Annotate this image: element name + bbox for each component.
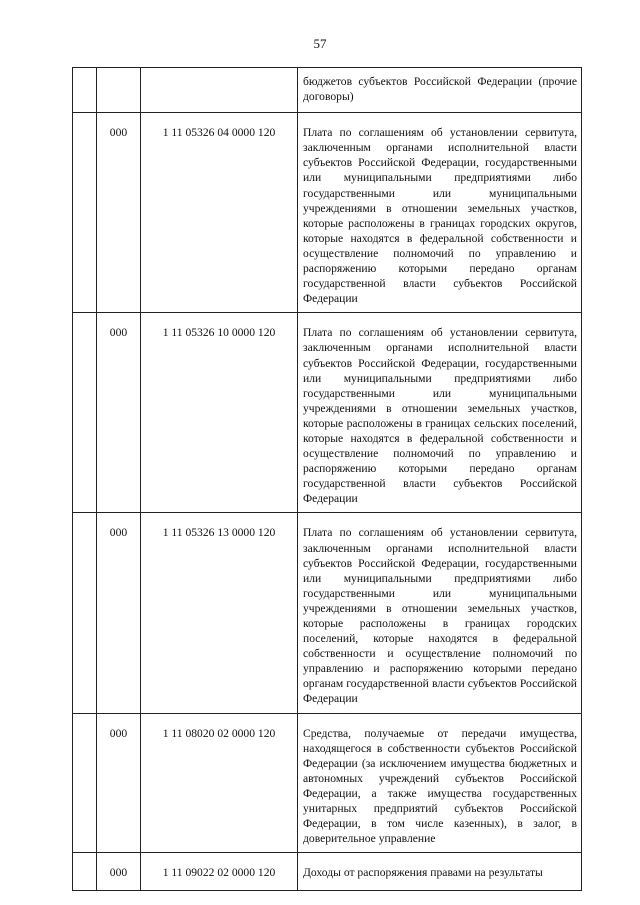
revenue-classification-table <box>72 67 582 891</box>
kbk-code-cell: 1 11 05326 10 0000 120 <box>141 313 298 513</box>
revenue-description-cell <box>298 853 582 891</box>
admin-code-cell <box>97 68 141 113</box>
page-number: 57 <box>313 36 327 51</box>
table-row <box>73 313 582 513</box>
admin-code-cell: 000 <box>97 853 141 891</box>
revenue-description: Доходы от распоряжения правами на результаты <box>303 866 543 880</box>
kbk-code-cell: 1 11 05326 04 0000 120 <box>141 113 298 313</box>
table-row <box>73 713 582 853</box>
table-row <box>73 68 582 113</box>
table-row <box>73 853 582 891</box>
revenue-description-cell <box>298 713 582 853</box>
revenue-description: Плата по соглашениям об установлении сервитута, заключенным органами исполнительной власти субъектов Российской Федерации, государственными или муниципальными предприятиями либо государственными или муниципальными учреждениями в отношении земельных участков, которые расположены в границах городских поселений, которые находятся в федеральной собственности и осуществление полномочий по управлению и распоряжению которыми передано органам государственной власти субъектов Российской Федерации <box>303 526 577 706</box>
kbk-code-cell <box>141 68 298 113</box>
kbk-code-cell: 1 11 05326 13 0000 120 <box>141 513 298 713</box>
revenue-description-cell <box>298 513 582 713</box>
revenue-description: бюджетов субъектов Российской Федерации (прочие договоры) <box>303 75 577 104</box>
revenue-description-cell <box>298 313 582 513</box>
blank-cell <box>73 713 97 853</box>
admin-code-cell: 000 <box>97 713 141 853</box>
kbk-code-cell: 1 11 09022 02 0000 120 <box>141 853 298 891</box>
revenue-description-cell <box>298 113 582 313</box>
admin-code-cell: 000 <box>97 513 141 713</box>
blank-cell <box>73 853 97 891</box>
table-row <box>73 513 582 713</box>
revenue-description: Средства, получаемые от передачи имущества, находящегося в собственности субъектов Российской Федерации (за исключением имущества бюджетных и автономных учреждений субъектов Российской Федерации, а также имущества государственных унитарных предприятий субъектов Российской Федерации, в том числе казенных), в залог, в доверительное управление <box>303 726 577 846</box>
kbk-code-cell: 1 11 08020 02 0000 120 <box>141 713 298 853</box>
admin-code-cell: 000 <box>97 113 141 313</box>
table-row <box>73 113 582 313</box>
blank-cell <box>73 313 97 513</box>
admin-code-cell: 000 <box>97 313 141 513</box>
revenue-description: Плата по соглашениям об установлении сервитута, заключенным органами исполнительной власти субъектов Российской Федерации, государственными или муниципальными предприятиями либо государственными или муниципальными учреждениями в отношении земельных участков, которые расположены в границах сельских поселений, которые находятся в федеральной собственности и осуществление полномочий по управлению и распоряжению которыми передано органам государственной власти субъектов Российской Федерации <box>303 326 577 506</box>
blank-cell <box>73 513 97 713</box>
revenue-description-cell <box>298 68 582 113</box>
blank-cell <box>73 113 97 313</box>
revenue-description: Плата по соглашениям об установлении сервитута, заключенным органами исполнительной власти субъектов Российской Федерации, государственными или муниципальными предприятиями либо государственными или муниципальными учреждениями в отношении земельных участков, которые расположены в границах городских округов, которые находятся в федеральной собственности и осуществление полномочий по управлению и распоряжению которыми передано органам государственной власти субъектов Российской Федерации <box>303 126 577 306</box>
blank-cell <box>73 68 97 113</box>
